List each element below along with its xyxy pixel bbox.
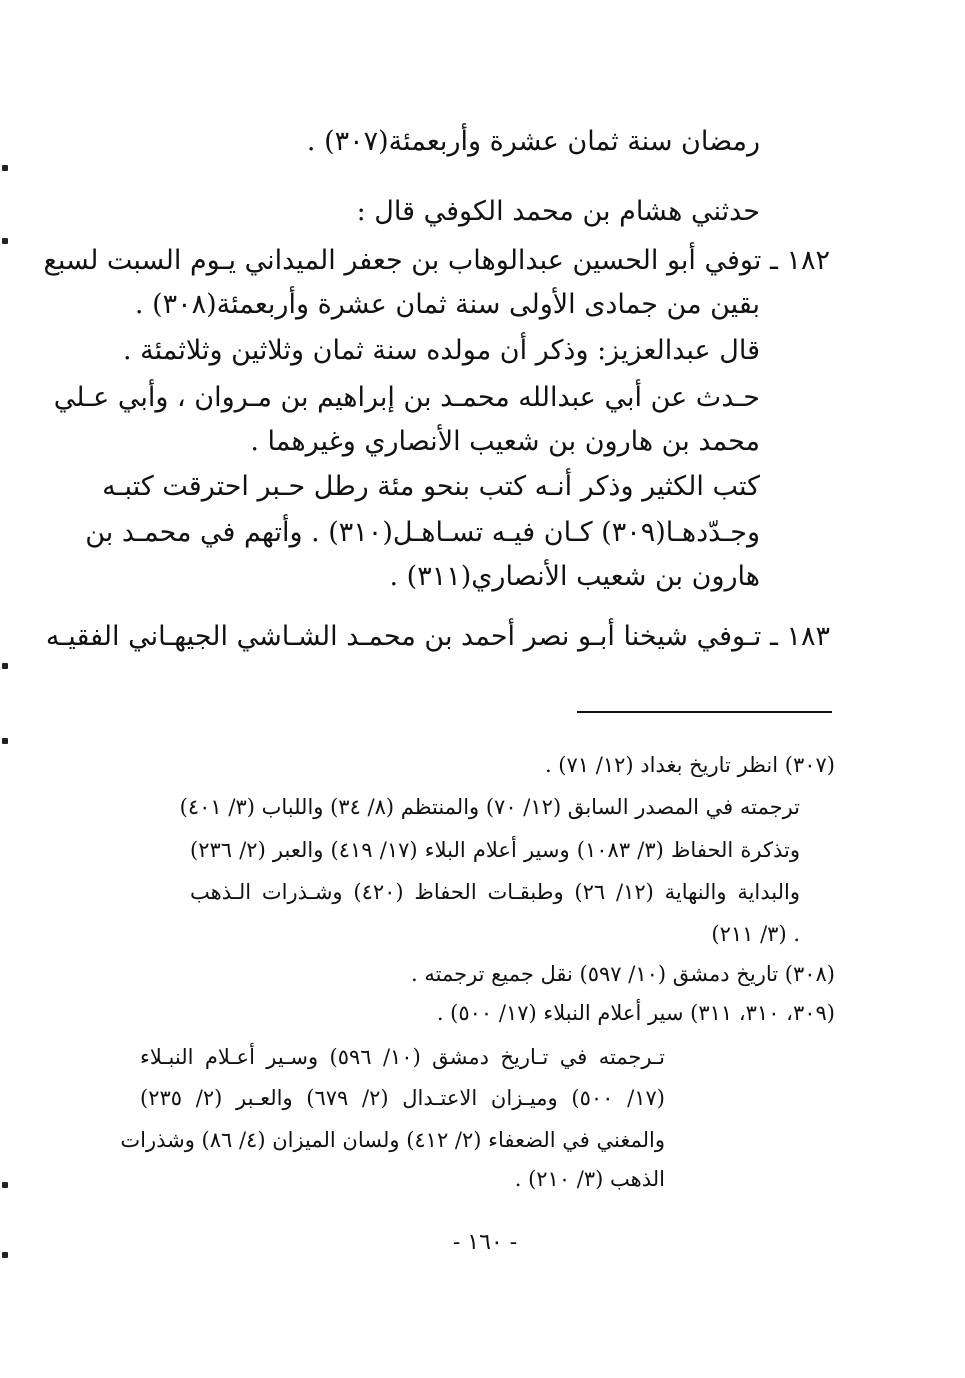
footnote-line-7: (٣٠٩، ٣١٠، ٣١١) سير أعلام النبلاء (١٧/ ٥٠٠) . [436, 1001, 835, 1025]
footnote-separator [577, 711, 832, 713]
footnote-line-6: (٣٠٨) تاريخ دمشق (١٠/ ٥٩٧) نقل جميع ترجمته . [411, 962, 835, 986]
scan-edge-mark [2, 165, 8, 171]
footnote-line-5: (٣/ ٢١١) . [711, 922, 800, 946]
footnote-line-4: والبداية والنهاية (١٢/ ٢٦) وطبقـات الحفاظ (٤٢٠) وشـذرات الـذهب [190, 880, 800, 904]
main-line-8: كتب الكثير وذكر أنـه كتب بنحو مئة رطل حـبر احترقت كتبـه [102, 471, 760, 502]
scan-edge-mark [2, 738, 8, 744]
main-line-2: حدثني هشام بن محمد الكوفي قال : [356, 196, 760, 227]
scan-edge-mark [2, 663, 8, 669]
footnote-line-10: والمغني في الضعفاء (٢/ ٤١٢) ولسان الميزان (٤/ ٨٦) وشذرات [120, 1128, 665, 1152]
footnote-line-9: (١٧/ ٥٠٠) وميـزان الاعتـدال (٢/ ٦٧٩) والعـبر (٢/ ٢٣٥) [140, 1086, 665, 1110]
main-line-6: حـدث عن أبي عبدالله محمـد بن إبراهيم بن مـروان ، وأبي عـلي [53, 382, 760, 413]
page-number: - ١٦٠ - [452, 1230, 518, 1255]
main-line-9: وجـدّدهـا(٣٠٩) كـان فيـه تسـاهـل(٣١٠) . وأتهم في محمـد بن [85, 517, 760, 548]
main-line-5: قال عبدالعزيز: وذكر أن مولده سنة ثمان وثلاثين وثلاثمئة . [123, 335, 760, 366]
footnote-line-2: ترجمته في المصدر السابق (١٢/ ٧٠) والمنتظم (٨/ ٣٤) واللباب (٣/ ٤٠١) [179, 795, 800, 819]
entry-182-first-line: ١٨٢ ـ توفي أبو الحسين عبدالوهاب بن جعفر الميداني يـوم السبت لسبع [43, 245, 830, 276]
footnote-line-11: الذهب (٣/ ٢١٠) . [514, 1167, 665, 1191]
footnote-line-8: تـرجمته في تـاريخ دمشق (١٠/ ٥٩٦) وسـير أعـلام النبـلاء [140, 1045, 665, 1069]
scan-edge-mark [2, 238, 8, 244]
entry-183-first-line: ١٨٣ ـ تـوفي شيخنا أبـو نصر أحمد بن محمـد الشـاشي الجيهـاني الفقيـه [45, 621, 830, 652]
main-line-1: رمضان سنة ثمان عشرة وأربعمئة(٣٠٧) . [306, 126, 760, 157]
scan-edge-mark [2, 1182, 8, 1188]
scan-edge-mark [2, 1252, 8, 1258]
footnote-line-3: وتذكرة الحفاظ (٣/ ١٠٨٣) وسير أعلام البلاء (١٧/ ٤١٩) والعبر (٢/ ٢٣٦) [190, 838, 800, 862]
footnote-line-1: (٣٠٧) انظر تاريخ بغداد (١٢/ ٧١) . [544, 753, 835, 777]
main-line-10: هارون بن شعيب الأنصاري(٣١١) . [389, 561, 760, 592]
main-line-4: بقين من جمادى الأولى سنة ثمان عشرة وأربعمئة(٣٠٨) . [134, 289, 760, 320]
main-line-7: محمد بن هارون بن شعيب الأنصاري وغيرهما . [250, 426, 760, 457]
